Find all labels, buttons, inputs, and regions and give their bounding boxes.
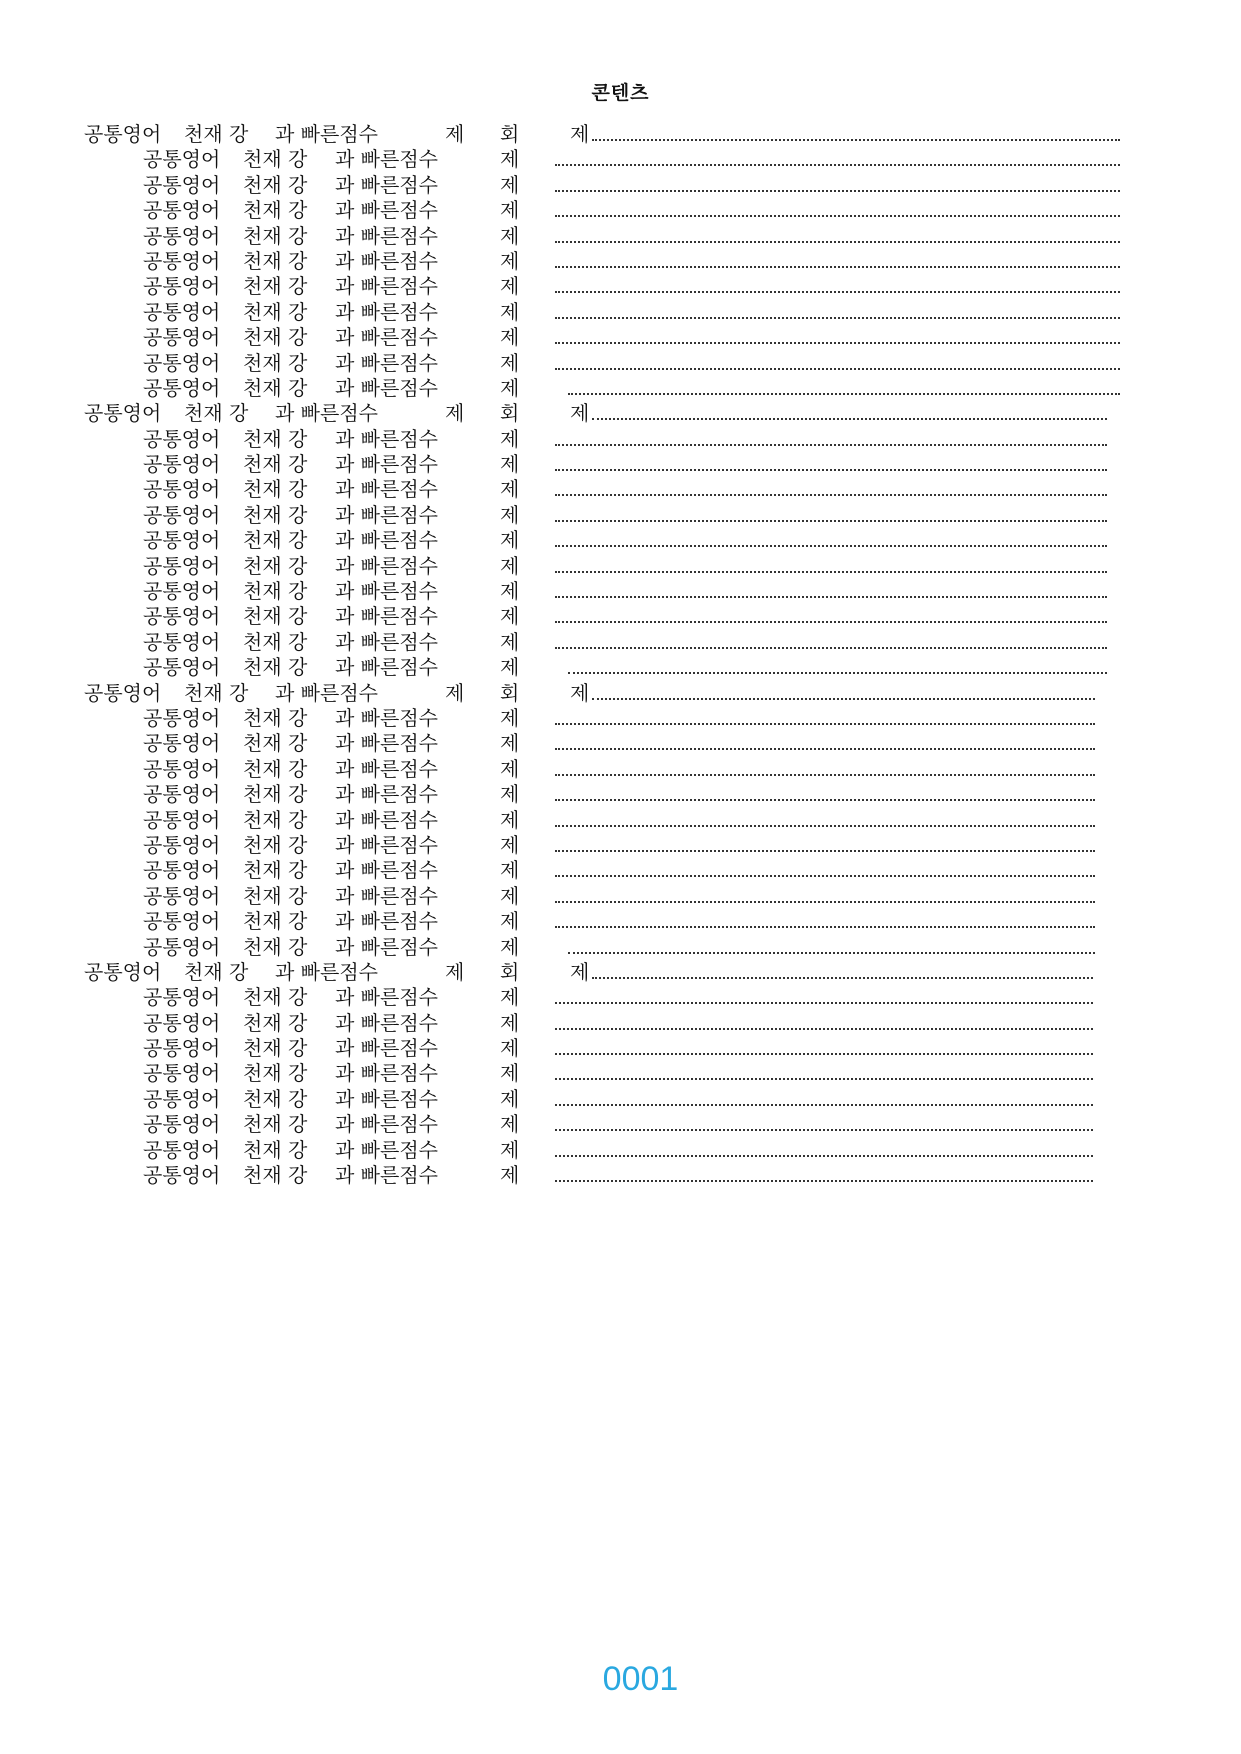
toc-entry-text: 과 빠른점수 — [335, 299, 438, 324]
toc-chapter-text: 회 — [500, 680, 520, 705]
toc-entry-row — [0, 198, 1241, 223]
dot-leader — [555, 190, 1120, 192]
toc-chapter-text: 천재 강 — [184, 680, 249, 705]
dot-leader — [555, 494, 1107, 496]
toc-entry-row — [0, 147, 1241, 172]
toc-entry-row — [0, 630, 1241, 655]
toc-entry-row — [0, 808, 1241, 833]
toc-entry-text: 과 빠른점수 — [335, 807, 438, 832]
toc-entry-text: 천재 강 — [243, 832, 308, 857]
dot-leader — [555, 266, 1120, 268]
toc-chapter-text: 과 빠른점수 — [275, 959, 378, 984]
toc-entry-text: 과 빠른점수 — [335, 426, 438, 451]
toc-entry-row — [0, 1011, 1241, 1036]
toc-entry-text: 과 빠른점수 — [335, 553, 438, 578]
toc-entry-row — [0, 173, 1241, 198]
toc-chapter-text: 천재 강 — [184, 959, 249, 984]
toc-entry-text: 과 빠른점수 — [335, 350, 438, 375]
dot-leader — [555, 164, 1120, 166]
toc-entry-text: 제 — [500, 604, 520, 629]
toc-entry-text: 과 빠른점수 — [335, 909, 438, 934]
toc-entry-row — [0, 579, 1241, 604]
toc-entry-text: 천재 강 — [243, 579, 308, 604]
toc-entry-text: 제 — [500, 629, 520, 654]
toc-entry-text: 공통영어 — [143, 934, 221, 959]
toc-entry-text: 천재 강 — [243, 1163, 308, 1188]
toc-entry-text: 과 빠른점수 — [335, 604, 438, 629]
toc-entry-text: 천재 강 — [243, 705, 308, 730]
toc-entry-text: 과 빠른점수 — [335, 172, 438, 197]
toc-entry-text: 공통영어 — [143, 1112, 221, 1137]
toc-entry-text: 제 — [500, 147, 520, 172]
toc-entry-text: 천재 강 — [243, 934, 308, 959]
toc-entry-row — [0, 884, 1241, 909]
toc-entry-text: 천재 강 — [243, 858, 308, 883]
toc-entry-text: 공통영어 — [143, 502, 221, 527]
dot-leader — [555, 1129, 1093, 1131]
toc-chapter-text: 과 빠른점수 — [275, 122, 378, 146]
toc-entry-text: 공통영어 — [143, 604, 221, 629]
toc-entry-text: 과 빠른점수 — [335, 655, 438, 680]
toc-entry-text: 제 — [500, 934, 520, 959]
toc-chapter-row — [0, 122, 1241, 147]
toc-entry-text: 과 빠른점수 — [335, 147, 438, 172]
toc-entry-row — [0, 909, 1241, 934]
toc-entry-text: 공통영어 — [143, 248, 221, 273]
toc-entry-row — [0, 985, 1241, 1010]
toc-entry-text: 제 — [500, 248, 520, 273]
toc-entry-text: 공통영어 — [143, 299, 221, 324]
toc-entry-row — [0, 300, 1241, 325]
toc-chapter-text: 천재 강 — [184, 401, 249, 426]
toc-entry-text: 과 빠른점수 — [335, 1137, 438, 1162]
dot-leader — [555, 1155, 1093, 1157]
toc-chapter-text: 회 — [500, 122, 520, 146]
toc-entry-text: 천재 강 — [243, 782, 308, 807]
toc-entry-text: 천재 강 — [243, 1061, 308, 1086]
toc-entry-row — [0, 477, 1241, 502]
toc-entry-row — [0, 1163, 1241, 1188]
toc-entry-row — [0, 604, 1241, 629]
toc-entry-text: 과 빠른점수 — [335, 629, 438, 654]
toc-entry-text: 천재 강 — [243, 452, 308, 477]
toc-entry-text: 천재 강 — [243, 147, 308, 172]
dot-leader — [555, 1078, 1093, 1080]
toc-entry-text: 천재 강 — [243, 553, 308, 578]
dot-leader — [592, 139, 1120, 141]
toc-entry-row — [0, 554, 1241, 579]
toc-entry-text: 천재 강 — [243, 477, 308, 502]
toc-entry-row — [0, 757, 1241, 782]
toc-entry-text: 제 — [500, 985, 520, 1010]
toc-entry-text: 과 빠른점수 — [335, 985, 438, 1010]
toc-entry-text: 공통영어 — [143, 909, 221, 934]
toc-entry-text: 공통영어 — [143, 147, 221, 172]
toc-entry-text: 제 — [500, 756, 520, 781]
toc-entry-text: 공통영어 — [143, 452, 221, 477]
dot-leader — [555, 317, 1120, 319]
toc-entry-text: 제 — [500, 782, 520, 807]
toc-entry-text: 제 — [500, 832, 520, 857]
toc-entry-text: 과 빠른점수 — [335, 756, 438, 781]
toc-entry-text: 천재 강 — [243, 1086, 308, 1111]
dot-leader — [555, 291, 1120, 293]
toc-entry-text: 공통영어 — [143, 858, 221, 883]
toc-entry-text: 천재 강 — [243, 426, 308, 451]
toc-chapter-text: 과 빠른점수 — [275, 680, 378, 705]
toc-entry-text: 천재 강 — [243, 604, 308, 629]
toc-entry-text: 천재 강 — [243, 1137, 308, 1162]
toc-entry-text: 공통영어 — [143, 223, 221, 248]
toc-entry-text: 천재 강 — [243, 731, 308, 756]
dot-leader — [555, 723, 1095, 725]
toc-entry-text: 과 빠른점수 — [335, 782, 438, 807]
toc-entry-text: 천재 강 — [243, 198, 308, 223]
toc-entry-text: 천재 강 — [243, 502, 308, 527]
toc-entry-text: 공통영어 — [143, 579, 221, 604]
toc-entry-text: 제 — [500, 909, 520, 934]
toc-chapter-text: 회 — [500, 401, 520, 426]
toc-entry-text: 공통영어 — [143, 629, 221, 654]
toc-entry-text: 과 빠른점수 — [335, 1061, 438, 1086]
toc-entry-text: 과 빠른점수 — [335, 883, 438, 908]
toc-entry-text: 공통영어 — [143, 477, 221, 502]
toc-entry-text: 천재 강 — [243, 1036, 308, 1061]
toc-entry-text: 제 — [500, 731, 520, 756]
toc-entry-text: 제 — [500, 655, 520, 680]
toc-entry-text: 과 빠른점수 — [335, 502, 438, 527]
toc-entry-text: 공통영어 — [143, 553, 221, 578]
toc-entry-row — [0, 274, 1241, 299]
dot-leader — [555, 748, 1095, 750]
toc-entry-text: 제 — [500, 198, 520, 223]
toc-entry-text: 공통영어 — [143, 807, 221, 832]
dot-leader — [555, 1002, 1093, 1004]
toc-entry-text: 천재 강 — [243, 655, 308, 680]
dot-leader — [555, 825, 1095, 827]
toc-entry-text: 제 — [500, 375, 520, 400]
toc-entry-row — [0, 706, 1241, 731]
toc-entry-row — [0, 1061, 1241, 1086]
toc-entry-text: 천재 강 — [243, 248, 308, 273]
toc-chapter-text: 제 — [570, 680, 590, 705]
toc-entry-text: 과 빠른점수 — [335, 477, 438, 502]
toc-entry-row — [0, 935, 1241, 960]
toc-entry-row — [0, 528, 1241, 553]
toc-entry-text: 공통영어 — [143, 1137, 221, 1162]
dot-leader — [592, 418, 1107, 420]
toc-entry-text: 공통영어 — [143, 350, 221, 375]
toc-entry-row — [0, 731, 1241, 756]
dot-leader — [555, 342, 1120, 344]
toc-entry-text: 과 빠른점수 — [335, 198, 438, 223]
dot-leader — [555, 875, 1095, 877]
toc-entry-text: 천재 강 — [243, 1010, 308, 1035]
toc-entry-text: 제 — [500, 426, 520, 451]
toc-entry-text: 제 — [500, 172, 520, 197]
toc-entry-text: 공통영어 — [143, 325, 221, 350]
toc-entry-text: 과 빠른점수 — [335, 528, 438, 553]
toc-entry-text: 공통영어 — [143, 375, 221, 400]
toc-entry-text: 제 — [500, 1112, 520, 1137]
toc-entry-text: 제 — [500, 1163, 520, 1188]
toc-entry-text: 천재 강 — [243, 883, 308, 908]
toc-entry-text: 공통영어 — [143, 198, 221, 223]
toc-chapter-row — [0, 401, 1241, 426]
toc-entry-row — [0, 503, 1241, 528]
dot-leader — [555, 1028, 1093, 1030]
toc-entry-text: 천재 강 — [243, 1112, 308, 1137]
toc-entry-text: 공통영어 — [143, 528, 221, 553]
toc-entry-text: 천재 강 — [243, 528, 308, 553]
toc-chapter-text: 과 빠른점수 — [275, 401, 378, 426]
toc-entry-text: 과 빠른점수 — [335, 248, 438, 273]
toc-entry-text: 제 — [500, 807, 520, 832]
toc-chapter-text: 회 — [500, 959, 520, 984]
toc-entry-text: 과 빠른점수 — [335, 223, 438, 248]
toc-entry-text: 공통영어 — [143, 985, 221, 1010]
toc-chapter-text: 제 — [445, 401, 465, 426]
toc-entry-text: 공통영어 — [143, 782, 221, 807]
toc-entry-text: 공통영어 — [143, 655, 221, 680]
toc-entry-text: 제 — [500, 1086, 520, 1111]
toc-entry-row — [0, 655, 1241, 680]
dot-leader — [555, 520, 1107, 522]
toc-entry-text: 제 — [500, 553, 520, 578]
toc-entry-text: 과 빠른점수 — [335, 1112, 438, 1137]
toc-chapter-text: 공통영어 — [84, 122, 162, 146]
toc-chapter-row — [0, 960, 1241, 985]
toc-entry-text: 제 — [500, 350, 520, 375]
toc-entry-row — [0, 833, 1241, 858]
toc-entry-text: 천재 강 — [243, 172, 308, 197]
toc-entry-text: 공통영어 — [143, 1086, 221, 1111]
toc-entry-text: 제 — [500, 528, 520, 553]
toc-entry-text: 제 — [500, 274, 520, 299]
toc-chapter-text: 제 — [570, 959, 590, 984]
toc-entry-text: 공통영어 — [143, 1163, 221, 1188]
toc-entry-text: 제 — [500, 1061, 520, 1086]
toc-entry-row — [0, 427, 1241, 452]
toc-entry-text: 공통영어 — [143, 274, 221, 299]
toc-chapter-text: 천재 강 — [184, 122, 249, 146]
toc-entry-text: 천재 강 — [243, 909, 308, 934]
toc-entry-text: 공통영어 — [143, 1061, 221, 1086]
toc-entry-text: 제 — [500, 299, 520, 324]
toc-entry-text: 제 — [500, 1137, 520, 1162]
toc-entry-text: 과 빠른점수 — [335, 274, 438, 299]
toc-chapter-text: 제 — [445, 122, 465, 146]
toc-chapter-text: 공통영어 — [84, 680, 162, 705]
toc-entry-text: 과 빠른점수 — [335, 452, 438, 477]
toc-entry-text: 천재 강 — [243, 985, 308, 1010]
dot-leader — [555, 774, 1095, 776]
toc-entry-text: 과 빠른점수 — [335, 1036, 438, 1061]
page-title: 콘텐츠 — [591, 82, 650, 104]
toc-entry-text: 천재 강 — [243, 756, 308, 781]
toc-chapter-text: 제 — [445, 959, 465, 984]
dot-leader — [568, 393, 1120, 395]
dot-leader — [555, 444, 1107, 446]
toc-entry-text: 과 빠른점수 — [335, 832, 438, 857]
toc-chapter-text: 공통영어 — [84, 401, 162, 426]
toc-entry-text: 공통영어 — [143, 1010, 221, 1035]
toc-entry-text: 공통영어 — [143, 731, 221, 756]
toc-entry-text: 공통영어 — [143, 172, 221, 197]
dot-leader — [555, 368, 1120, 370]
dot-leader — [555, 799, 1095, 801]
toc-entry-row — [0, 858, 1241, 883]
toc-entry-text: 제 — [500, 1036, 520, 1061]
dot-leader — [555, 621, 1107, 623]
toc-entry-row — [0, 1036, 1241, 1061]
toc-entry-text: 제 — [500, 502, 520, 527]
dot-leader — [555, 469, 1107, 471]
dot-leader — [555, 1104, 1093, 1106]
dot-leader — [555, 545, 1107, 547]
toc-entry-text: 천재 강 — [243, 223, 308, 248]
toc-entry-text: 공통영어 — [143, 832, 221, 857]
toc-entry-text: 천재 강 — [243, 807, 308, 832]
toc-entry-row — [0, 249, 1241, 274]
toc-entry-text: 과 빠른점수 — [335, 579, 438, 604]
dot-leader — [592, 698, 1095, 700]
toc-entry-row — [0, 452, 1241, 477]
toc-entry-row — [0, 1087, 1241, 1112]
toc-entry-text: 과 빠른점수 — [335, 1086, 438, 1111]
toc-entry-text: 과 빠른점수 — [335, 934, 438, 959]
toc-entry-row — [0, 376, 1241, 401]
toc-entry-text: 제 — [500, 705, 520, 730]
toc-entry-text: 천재 강 — [243, 629, 308, 654]
dot-leader — [592, 977, 1093, 979]
toc-entry-text: 과 빠른점수 — [335, 325, 438, 350]
dot-leader — [555, 647, 1107, 649]
toc-entry-text: 공통영어 — [143, 1036, 221, 1061]
toc-chapter-text: 제 — [570, 122, 590, 146]
toc-entry-row — [0, 782, 1241, 807]
toc-entry-text: 공통영어 — [143, 883, 221, 908]
dot-leader — [555, 850, 1095, 852]
toc-entry-text: 공통영어 — [143, 426, 221, 451]
dot-leader — [555, 901, 1095, 903]
toc-entry-text: 천재 강 — [243, 375, 308, 400]
toc-entry-text: 공통영어 — [143, 756, 221, 781]
toc-entry-text: 제 — [500, 477, 520, 502]
toc-entry-text: 제 — [500, 223, 520, 248]
toc-entry-row — [0, 351, 1241, 376]
page-number: 0001 — [602, 1660, 679, 1698]
toc-chapter-text: 공통영어 — [84, 959, 162, 984]
dot-leader — [568, 952, 1095, 954]
dot-leader — [555, 1053, 1093, 1055]
toc-entry-row — [0, 1112, 1241, 1137]
toc-entry-row — [0, 1138, 1241, 1163]
toc-entry-text: 과 빠른점수 — [335, 1163, 438, 1188]
dot-leader — [568, 672, 1107, 674]
toc-entry-text: 제 — [500, 579, 520, 604]
toc-entry-text: 과 빠른점수 — [335, 375, 438, 400]
dot-leader — [555, 926, 1095, 928]
dot-leader — [555, 215, 1120, 217]
dot-leader — [555, 571, 1107, 573]
toc-entry-text: 천재 강 — [243, 350, 308, 375]
toc-entry-text: 과 빠른점수 — [335, 731, 438, 756]
dot-leader — [555, 241, 1120, 243]
toc-entry-text: 제 — [500, 325, 520, 350]
toc-entry-text: 천재 강 — [243, 274, 308, 299]
toc-entry-text: 제 — [500, 1010, 520, 1035]
toc-entry-text: 천재 강 — [243, 299, 308, 324]
toc-entry-text: 과 빠른점수 — [335, 1010, 438, 1035]
toc-entry-text: 제 — [500, 452, 520, 477]
toc-entry-text: 천재 강 — [243, 325, 308, 350]
toc-chapter-text: 제 — [445, 680, 465, 705]
table-of-contents — [0, 122, 1241, 1188]
toc-entry-text: 제 — [500, 883, 520, 908]
dot-leader — [555, 596, 1107, 598]
toc-entry-text: 과 빠른점수 — [335, 705, 438, 730]
toc-entry-text: 공통영어 — [143, 705, 221, 730]
dot-leader — [555, 1180, 1093, 1182]
toc-chapter-row — [0, 681, 1241, 706]
toc-entry-row — [0, 224, 1241, 249]
toc-entry-text: 과 빠른점수 — [335, 858, 438, 883]
toc-entry-text: 제 — [500, 858, 520, 883]
toc-chapter-text: 제 — [570, 401, 590, 426]
toc-entry-row — [0, 325, 1241, 350]
